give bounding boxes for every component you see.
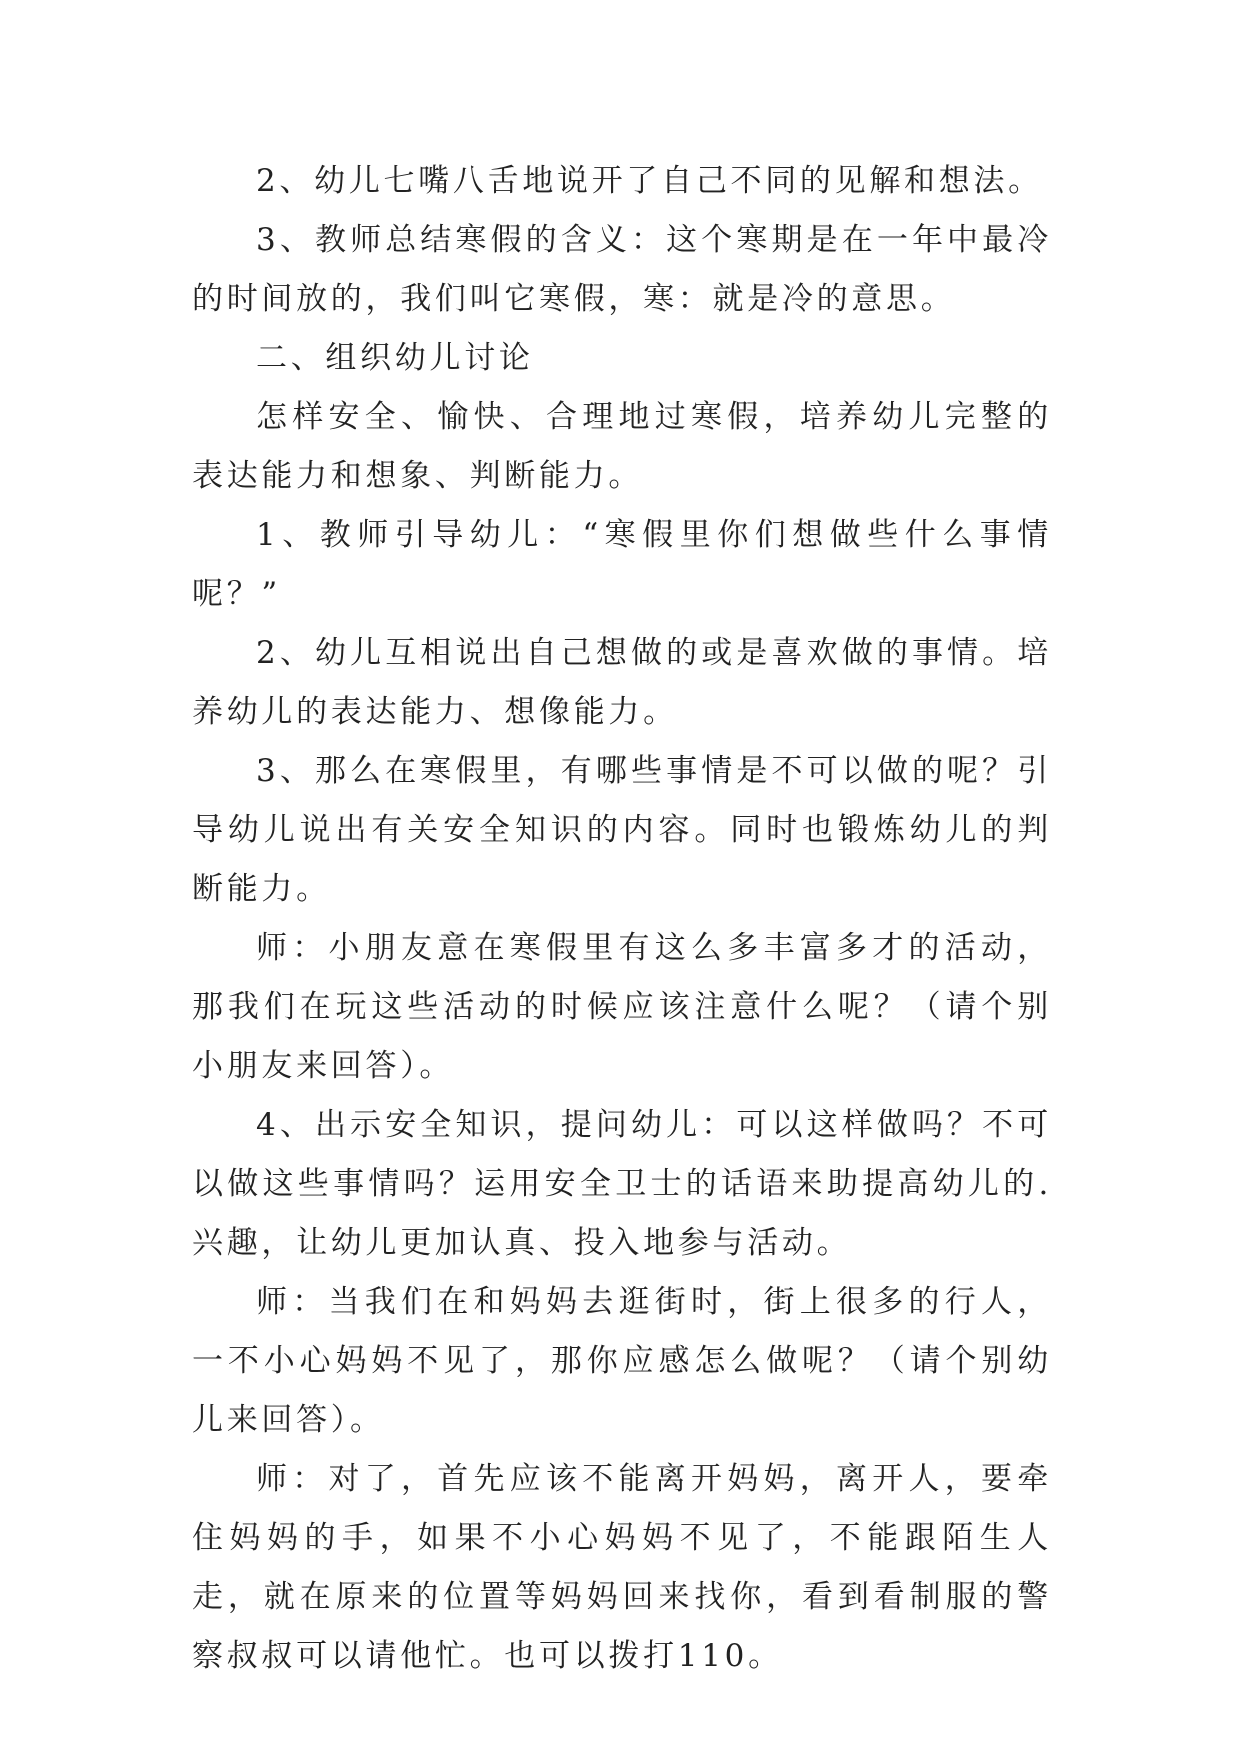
- document-body: [192, 152, 1052, 1686]
- paragraph: 4、出示安全知识，提问幼儿：可以这样做吗？不可以做这些事情吗？运用安全卫士的话语来助提高幼儿的.兴趣，让幼儿更加认真、投入地参与活动。: [192, 1107, 1052, 1261]
- paragraph: 3、教师总结寒假的含义：这个寒期是在一年中最冷的时间放的，我们叫它寒假，寒：就是冷的意思。: [192, 222, 1052, 317]
- paragraph: 1、教师引导幼儿：“寒假里你们想做些什么事情呢？”: [192, 517, 1052, 612]
- paragraph: 2、幼儿七嘴八舌地说开了自己不同的见解和想法。: [256, 163, 1043, 199]
- paragraph: 3、那么在寒假里，有哪些事情是不可以做的呢？引导幼儿说出有关安全知识的内容。同时也锻炼幼儿的判断能力。: [192, 753, 1052, 907]
- paragraph: 师：小朋友意在寒假里有这么多丰富多才的活动，那我们在玩这些活动的时候应该注意什么呢？（请个别小朋友来回答）。: [192, 930, 1052, 1084]
- paragraph: 师：对了，首先应该不能离开妈妈，离开人，要牵住妈妈的手，如果不小心妈妈不见了，不能跟陌生人走，就在原来的位置等妈妈回来找你，看到看制服的警察叔叔可以请他忙。也可以拨打110。: [192, 1461, 1052, 1674]
- section-heading: 二、组织幼儿讨论: [256, 340, 534, 376]
- paragraph: 师：当我们在和妈妈去逛街时，街上很多的行人，一不小心妈妈不见了，那你应感怎么做呢？（请个别幼儿来回答）。: [192, 1284, 1052, 1438]
- paragraph: 怎样安全、愉快、合理地过寒假，培养幼儿完整的表达能力和想象、判断能力。: [192, 399, 1052, 494]
- paragraph: 2、幼儿互相说出自己想做的或是喜欢做的事情。培养幼儿的表达能力、想像能力。: [192, 635, 1052, 730]
